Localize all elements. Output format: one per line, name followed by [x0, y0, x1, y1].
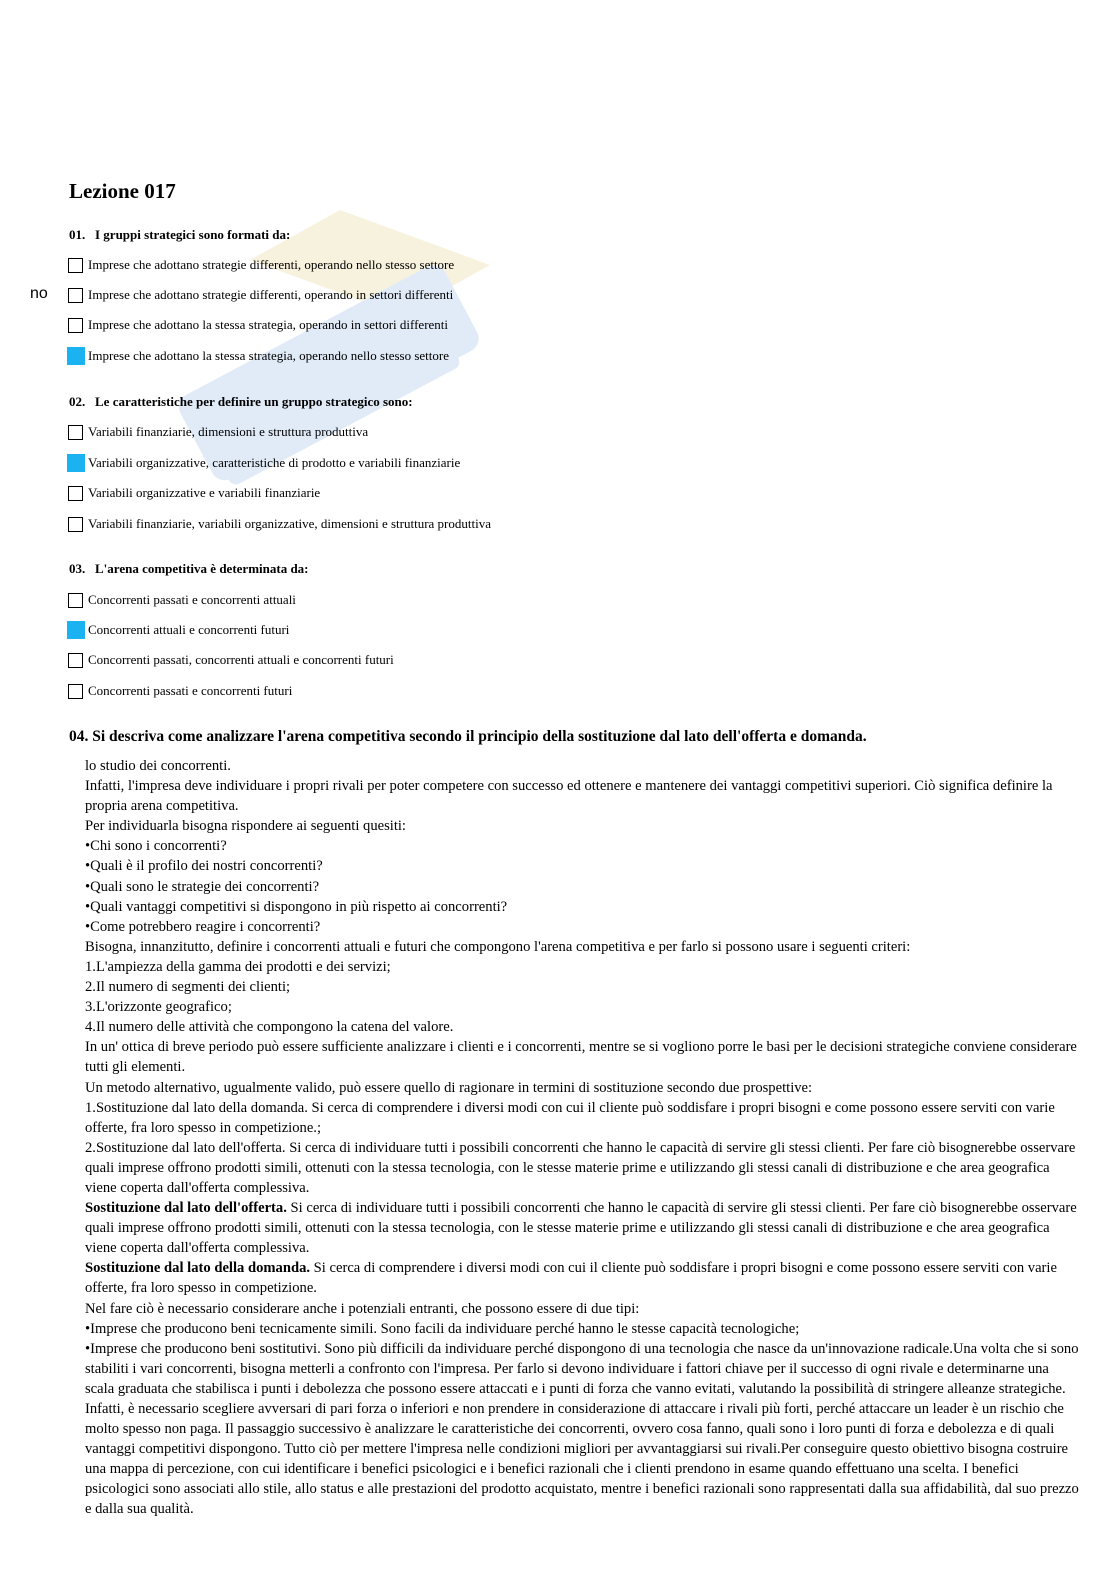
- paragraph: Sostituzione dal lato dell'offerta. Si cerca di individuare tutti i possibili concorrenti che hanno le capacità di servire gli stessi clienti. Per fare ciò bisognerebbe osservare quali imprese offrono prodotti simili, ottenuti con la stessa tecnologia, con le stesse materie prime e utilizzando gli stessi canali di distribuzione e che area geografica viene coperta dall'offerta complessiva.: [85, 1200, 1077, 1257]
- bullet-item: •Imprese che producono beni tecnicamente simili. Sono facili da individuare perché hanno le stesse capacità tecnologiche;: [85, 1320, 800, 1337]
- checkbox-checked[interactable]: [67, 454, 85, 472]
- list-item: 3.L'orizzonte geografico;: [85, 999, 232, 1016]
- question-2-heading: [69, 394, 413, 410]
- answer-option-selected[interactable]: [68, 454, 460, 472]
- answer-option[interactable]: [68, 591, 296, 609]
- paragraph: Per individuarla bisogna rispondere ai seguenti quesiti:: [85, 818, 406, 835]
- answer-option[interactable]: [68, 423, 368, 441]
- option-label: Concorrenti attuali e concorrenti futuri: [88, 622, 290, 637]
- question-text: I gruppi strategici sono formati da:: [95, 227, 291, 242]
- option-label: Imprese che adottano strategie differenti, operando in settori differenti: [88, 287, 454, 302]
- answer-option[interactable]: [68, 682, 292, 700]
- question-number: 04.: [69, 728, 89, 745]
- question-1-heading: [69, 227, 290, 243]
- question-number: 02.: [69, 394, 86, 409]
- option-label: Variabili finanziarie, variabili organizzative, dimensioni e struttura produttiva: [88, 516, 491, 531]
- option-label: Variabili finanziarie, dimensioni e struttura produttiva: [88, 424, 369, 439]
- option-label: Imprese che adottano la stessa strategia, operando nello stesso settore: [88, 348, 449, 363]
- question-text: Le caratteristiche per definire un gruppo strategico sono:: [95, 394, 413, 409]
- question-number: 01.: [69, 227, 86, 242]
- checkbox[interactable]: [68, 517, 83, 532]
- bullet-item: •Quali è il profilo dei nostri concorrenti?: [85, 858, 323, 875]
- answer-option-selected[interactable]: [68, 621, 289, 639]
- question-text: Si descriva come analizzare l'arena competitiva secondo il principio della sostituzione dal lato dell'offerta e domanda.: [92, 728, 867, 745]
- paragraph: Sostituzione dal lato della domanda. Si cerca di comprendere i diversi modi con cui il cliente può soddisfare i propri bisogni e come possono essere serviti con varie offerte, fra loro spesso in competizione.: [85, 1260, 1057, 1297]
- checkbox[interactable]: [68, 258, 83, 273]
- paragraph: In un' ottica di breve periodo può essere sufficiente analizzare i clienti e i concorrenti, mentre se si vogliono porre le basi per le decisioni strategiche conviene considerare tutti gli elementi.: [85, 1039, 1077, 1076]
- option-label: Variabili organizzative, caratteristiche di prodotto e variabili finanziarie: [88, 455, 461, 470]
- bullet-item: •Quali sono le strategie dei concorrenti?: [85, 878, 320, 895]
- checkbox[interactable]: [68, 425, 83, 440]
- option-label: Variabili organizzative e variabili finanziarie: [88, 485, 321, 500]
- bullet-item: •Quali vantaggi competitivi si dispongono in più rispetto ai concorrenti?: [85, 898, 508, 915]
- question-number: 03.: [69, 561, 86, 576]
- bold-term: Sostituzione dal lato dell'offerta.: [85, 1200, 287, 1217]
- checkbox[interactable]: [68, 318, 83, 333]
- bullet-item: •Chi sono i concorrenti?: [85, 838, 227, 855]
- checkbox[interactable]: [68, 288, 83, 303]
- option-label: Imprese che adottano la stessa strategia, operando in settori differenti: [88, 317, 449, 332]
- option-label: Concorrenti passati, concorrenti attuali e concorrenti futuri: [88, 652, 394, 667]
- answer-option[interactable]: [68, 316, 448, 334]
- answer-option-selected[interactable]: [68, 347, 449, 365]
- paragraph: Bisogna, innanzitutto, definire i concorrenti attuali e futuri che compongono l'arena competitiva e per farlo si possono usare i seguenti criteri:: [85, 938, 911, 955]
- list-item: 4.Il numero delle attività che compongono la catena del valore.: [85, 1019, 454, 1036]
- lesson-title: Lezione 017: [69, 179, 176, 203]
- paragraph: Infatti, l'impresa deve individuare i propri rivali per poter competere con successo ed ottenere e mantenere dei vantaggi competitivi superiori. Ciò significa definire la propria arena competitiva.: [85, 778, 1053, 815]
- question-4-heading: [69, 728, 867, 746]
- bullet-item: •Come potrebbero reagire i concorrenti?: [85, 918, 321, 935]
- paragraph: lo studio dei concorrenti.: [85, 758, 231, 774]
- checkbox[interactable]: [68, 653, 83, 668]
- paragraph: Nel fare ciò è necessario considerare anche i potenziali entranti, che possono essere di due tipi:: [85, 1300, 640, 1317]
- question-3-heading: [69, 561, 309, 577]
- answer-option[interactable]: [68, 484, 320, 502]
- question-text: L'arena competitiva è determinata da:: [95, 561, 309, 576]
- answer-option[interactable]: [68, 286, 453, 304]
- checkbox-checked[interactable]: [67, 347, 85, 365]
- margin-note: no: [30, 285, 48, 302]
- list-item: 1.L'ampiezza della gamma dei prodotti e dei servizi;: [85, 958, 391, 975]
- paragraph: Un metodo alternativo, ugualmente valido, può essere quello di ragionare in termini di sostituzione secondo due prospettive:: [85, 1079, 813, 1096]
- option-label: Imprese che adottano strategie differenti, operando nello stesso settore: [88, 257, 455, 272]
- paragraph: Infatti, è necessario scegliere avversari di pari forza o inferiori e non prendere in considerazione di attaccare i rivali più forti, perché attaccare un leader è un rischio che molto spesso non paga. Il passaggio successivo è analizzare le caratteristiche dei concorrenti, ovvero cosa fanno, quali sono i loro punti di forza e debolezza e di quali vantaggi competitivi dispongono. Tutto ciò per mettere l'impresa nelle condizioni migliori per avvantaggiarsi sui rivali.Per conseguire questo obiettivo bisogna costruire una mappa di percezione, con cui identificare i benefici psicologici e i benefici razionali che i clienti prendono in esame quando effettuano una scelta. I benefici psicologici sono associati allo stile, allo status e alle prestazioni del prodotto acquistato, mentre i benefici razionali sono rappresentati dalla sua affidabilità, dal suo prezzo e dalla sua qualità.: [85, 1401, 1079, 1518]
- list-item: 2.Il numero di segmenti dei clienti;: [85, 979, 291, 996]
- checkbox[interactable]: [68, 684, 83, 699]
- answer-option[interactable]: [68, 651, 394, 669]
- checkbox[interactable]: [68, 593, 83, 608]
- answer-text: [85, 756, 1080, 1520]
- checkbox-checked[interactable]: [67, 621, 85, 639]
- option-label: Concorrenti passati e concorrenti attuali: [88, 592, 296, 607]
- answer-option[interactable]: [68, 256, 454, 274]
- answer-option[interactable]: [68, 515, 491, 533]
- option-label: Concorrenti passati e concorrenti futuri: [88, 683, 293, 698]
- paragraph: 2.Sostituzione dal lato dell'offerta. Si cerca di individuare tutti i possibili concorrenti che hanno le capacità di servire gli stessi clienti. Per fare ciò bisognerebbe osservare quali imprese offrono prodotti simili, ottenuti con la stessa tecnologia, con le stesse materie prime e utilizzando gli stessi canali di distribuzione e che area geografica viene coperta dall'offerta complessiva.: [85, 1139, 1076, 1196]
- paragraph: 1.Sostituzione dal lato della domanda. Si cerca di comprendere i diversi modi con cui il cliente può soddisfare i propri bisogni e come possono essere serviti con varie offerte, fra loro spesso in competizione.;: [85, 1099, 1055, 1136]
- bold-term: Sostituzione dal lato della domanda.: [85, 1260, 311, 1277]
- bullet-item: •Imprese che producono beni sostitutivi. Sono più difficili da individuare perché dispongono di una tecnologia che nasce da un'innovazione radicale.Una volta che si sono stabiliti i vari concorrenti, bisogna metterli a confronto con l'impresa. Per farlo si devono individuare i fattori chiave per il successo di ogni rivale e determinarne una scala graduata che stabilisca i punti i debolezza che possono essere attaccati e i punti di forza che vanno evitati, valutando la possibilità di stringere alleanze strategiche.: [85, 1340, 1079, 1397]
- checkbox[interactable]: [68, 486, 83, 501]
